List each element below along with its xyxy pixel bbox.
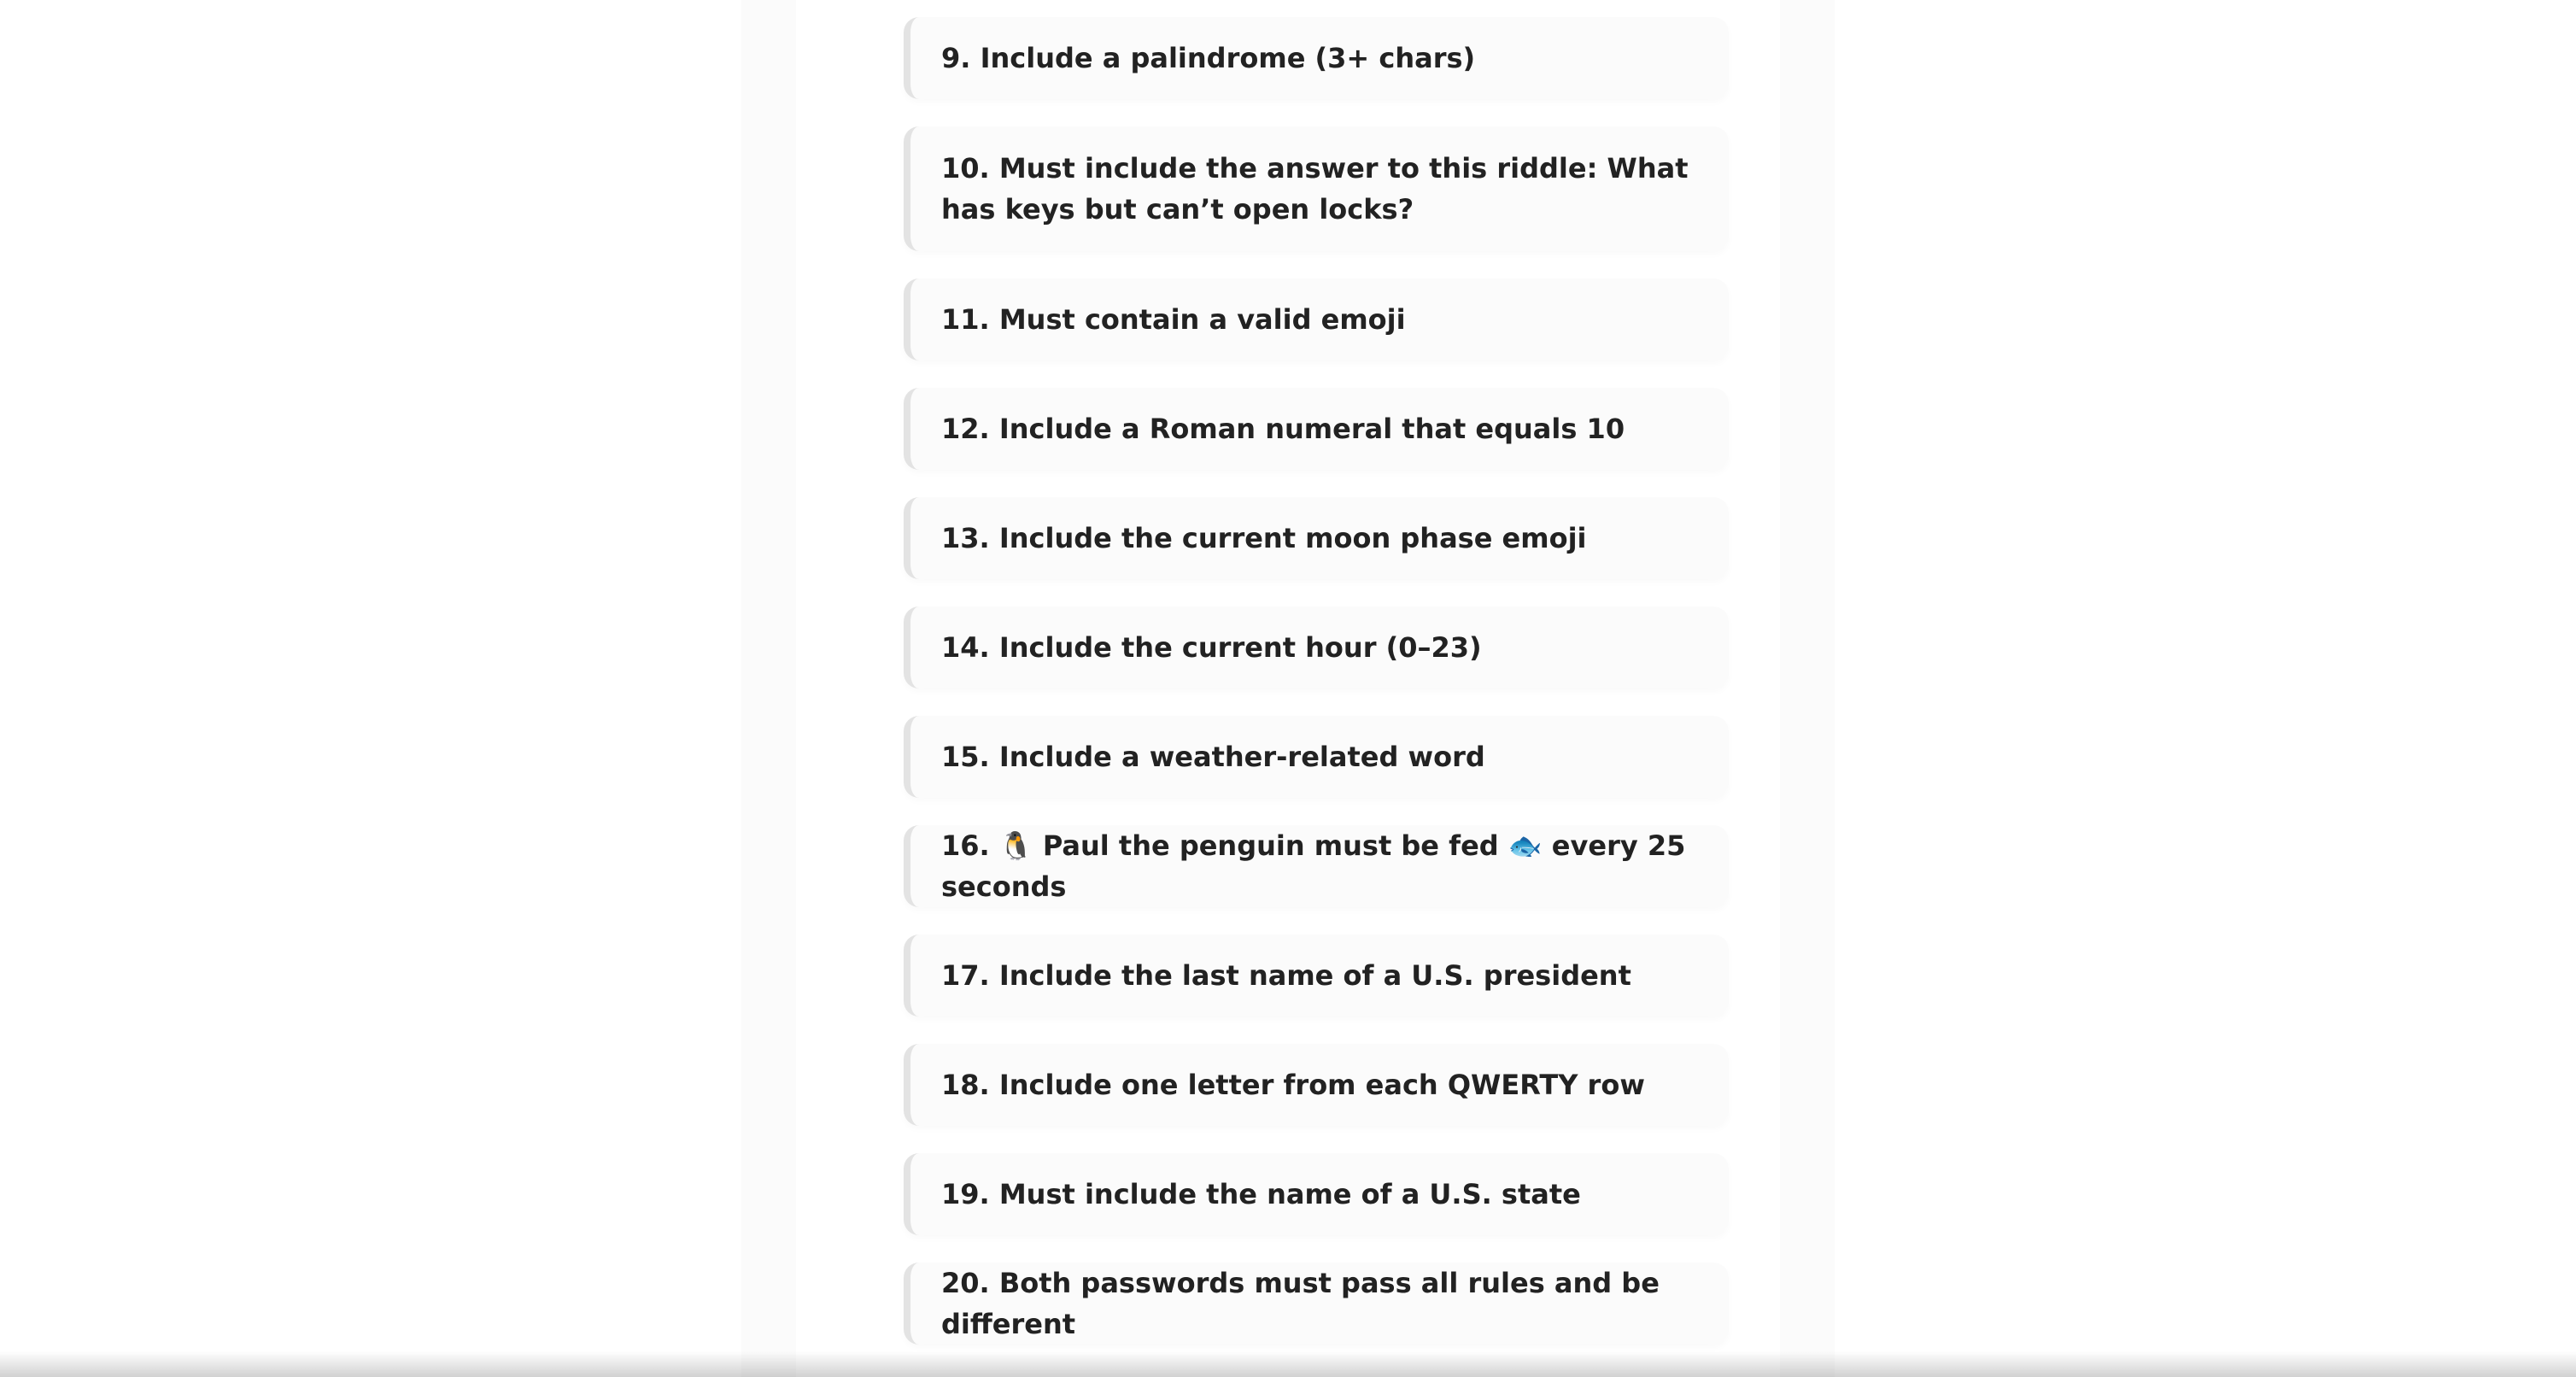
rules-list bbox=[904, 0, 1729, 1377]
rule-item-12 bbox=[904, 388, 1729, 470]
rule-text: 20. Both passwords must pass all rules and be different bbox=[941, 1267, 1660, 1340]
rule-text: 15. Include a weather-related word bbox=[941, 741, 1485, 773]
rule-text: 17. Include the last name of a U.S. president bbox=[941, 959, 1631, 992]
rule-text: 18. Include one letter from each QWERTY row bbox=[941, 1069, 1645, 1101]
rule-text: 16. 🐧 Paul the penguin must be fed 🐟 every 25 seconds bbox=[941, 829, 1686, 903]
rule-text: 19. Must include the name of a U.S. state bbox=[941, 1178, 1581, 1210]
rule-text: 13. Include the current moon phase emoji bbox=[941, 522, 1587, 554]
rule-item-19 bbox=[904, 1153, 1729, 1235]
rule-text: 9. Include a palindrome (3+ chars) bbox=[941, 42, 1476, 74]
rule-item-20 bbox=[904, 1263, 1729, 1345]
rule-item-10 bbox=[904, 126, 1729, 251]
rule-item-18 bbox=[904, 1044, 1729, 1126]
rule-item-13 bbox=[904, 497, 1729, 579]
rule-text: 14. Include the current hour (0–23) bbox=[941, 631, 1482, 664]
rule-item-17 bbox=[904, 935, 1729, 1017]
rule-text: 10. Must include the answer to this riddle: What has keys but can’t open locks? bbox=[941, 152, 1689, 226]
rule-item-14 bbox=[904, 606, 1729, 688]
rule-item-16 bbox=[904, 825, 1729, 907]
rule-item-11 bbox=[904, 278, 1729, 360]
rule-item-9 bbox=[904, 17, 1729, 99]
rule-item-15 bbox=[904, 716, 1729, 798]
rule-text: 12. Include a Roman numeral that equals 10 bbox=[941, 413, 1625, 445]
rule-text: 11. Must contain a valid emoji bbox=[941, 303, 1406, 336]
